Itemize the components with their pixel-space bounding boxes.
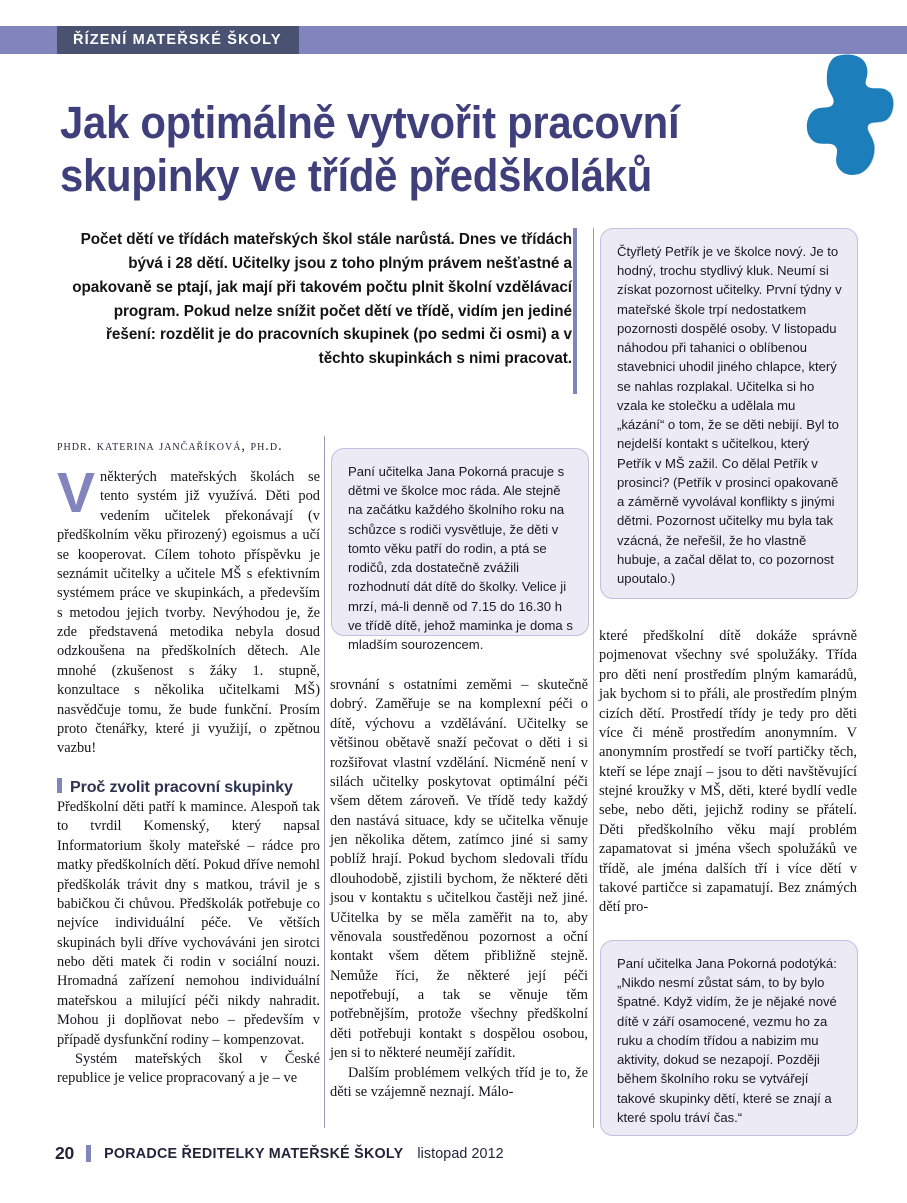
column-divider-right xyxy=(593,228,594,1128)
issue-date: listopad 2012 xyxy=(417,1145,504,1162)
headline-line-2: skupinky ve třídě předškoláků xyxy=(60,150,653,202)
body-column-middle xyxy=(330,676,588,1102)
headline-line-1: Jak optimálně vytvořit pracovní xyxy=(60,97,680,149)
lead-paragraph-wrap xyxy=(62,228,572,371)
footer-divider-icon xyxy=(86,1145,91,1162)
middle-paragraph-2: Dalším problémem velkých tříd je to, že děti se vzájemně neznají. Málo- xyxy=(330,1064,588,1100)
sidebar-quote-box-bottom-right: Paní učitelka Jana Pokorná podotýká: „Nikdo nesmí zůstat sám, to by bylo špatné. Když vidím, že je nějaké nové dítě v září osamocené, vezmu ho za ruku a chodím třídou a nabizim mu aktivity, dokud se nezapojí. Později během školního roku se vytvářejí takové skupinky dětí, které se znají a které spolu tráví čas.“ xyxy=(600,940,858,1136)
author-byline: phdr. katerina jančaříková, ph.d. xyxy=(57,438,283,454)
page-number: 20 xyxy=(55,1143,75,1163)
left-paragraph-2: Předškolní děti patří k mamince. Alespoň tak to tvrdil Komenský, který napsal Informatorium školy mateřské – rádce pro matky předškolních dětí. Pokud dříve nemohl předškolák trávit dny s matkou, trávil je s babičkou či chůvou. Předškolák potřebuje co nejvíce individuální péče. Ve větších skupinách byli dříve vychováváni jen sirotci nebo děti matek či rodin v sociální nouzi. Hromadná zařízení nemohou individuální mateřskou a milující péči nikdy nahradit. Mohou ji doplňovat nebo – především v případě dysfunkční rodiny – kompenzovat. xyxy=(57,799,320,1048)
sidebar-quote-box-top-right: Čtyřletý Petřík je ve školce nový. Je to hodný, trochu stydlivý kluk. Neumí si získat pozornost učitelky. První týdny v mateřské škole trpí nedostatkem pozornosti dospělé osoby. V listopadu náhodou při tahanici o oblíbenou stavebnici uhodil jiného chlapce, který se nahlas rozplakal. Učitelka si ho vzala ke stolečku a udělala mu „kázání“ o tom, že se děti nebijí. Byl to nejdelší kontakt s učitelkou, který Petřík v MŠ zažil. Co dělal Petřík v prosinci? (Petřík v prosinci opakovaně a záměrně vyvolával konflikty s jinými dětmi. Pozornost učitelky mu byla tak vzácná, že neřešil, že ho vlastně hubuje, a začal dělat to, co pozornost upoutalo.) xyxy=(600,228,858,599)
puzzle-piece-icon xyxy=(803,52,899,212)
body-column-left xyxy=(57,461,320,759)
left-paragraph-1 xyxy=(57,461,320,759)
left-paragraph-1-text: některých mateřských školách se tento systém již využívá. Děti pod vedením učitelek překonávají (v předškolním věku přirozený) egoismus a učí se kooperovat. Cílem tohoto příspěvku je seznámit učitelky a učitele MŠ s efektivním systémem práce ve skupinkách, a především s metodou jejich tvorby. Nevýhodou je, že zde představená metodika nebyla dosud odzkoušena na předškolních dětech. Ale mnohé (zkušenost s žáky 1. stupně, konzultace s několika učitelkami MŠ) nasvědčuje tomu, že bude funkční. Prosím proto čtenářky, které ji využijí, o zpětnou vazbu! xyxy=(57,469,320,757)
page-title xyxy=(60,96,795,202)
lead-paragraph: Počet dětí ve třídách mateřských škol stále narůstá. Dnes ve třídách bývá i 28 dětí. Učitelky jsou z toho plným právem nešťastné a opakovaně se ptají, jak mají při takovém počtu plnit školní vzdělávací program. Pokud nelze snížit počet dětí ve třídě, vidím jen jediné řešení: rozdělit je do pracovních skupinek (po sedmi či osmi) a v těchto skupinkách s nimi pracovat. xyxy=(72,231,572,368)
kicker-label-box xyxy=(57,26,299,54)
drop-cap: V xyxy=(57,461,96,525)
lead-accent-rule xyxy=(573,228,577,394)
sidebar-quote-box-middle: Paní učitelka Jana Pokorná pracuje s dětmi ve školce moc ráda. Ale stejně na začátku každého školního roku na schůzce s rodiči vysvětluje, že děti v tomto věku patří do rodin, a ptá se rodičů, zda dostatečně zvážili rozhodnutí dát dítě do školky. Velice ji mrzí, má-li denně od 7.15 do 16.30 h ve třídě dítě, jehož maminka je doma s mladším sourozencem. xyxy=(331,448,589,636)
kicker-text: ŘÍZENÍ MATEŘSKÉ ŠKOLY xyxy=(73,32,282,48)
body-column-left-continued xyxy=(57,798,320,1089)
body-column-right xyxy=(599,627,857,918)
page-footer xyxy=(55,1143,504,1164)
middle-paragraph-1: srovnání s ostatními zeměmi – skutečně dobrý. Zaměřuje se na komplexní péči o dítě, výchovu a vzdělávání. Učitelky se většinou obětavě snaží pečovat o děti i si rozšiřovat vlastní vzdělání. Nicméně není v silách učitelky poskytovat optimální péči všem dětem zároveň. Ve třídě tedy každý den nastává situace, kdy se učitelka věnuje jen několika dětem, zatímco jiné si samy poblíž hrají. Pokud bychom sledovali třídu dlouhodobě, zjistili bychom, že některé děti jsou v kontaktu s učitelkou častěji než jiné. Učitelka by se měla zaměřit na to, aby věnovala soustředěnou pozornost a oční kontakt všem dětem přibližně stejně. Nemůže říci, že některé její péči nepotřebují, a tak se věnuje těm potřebnějším, protože všechny předškolní děti potřebuji kontakt s dospělou osobou, jen si to některé neumějí zařídit. xyxy=(330,677,588,1062)
publication-title: PORADCE ŘEDITELKY MATEŘSKÉ ŠKOLY xyxy=(104,1145,404,1162)
section-heading-text: Proč zvolit pracovní skupinky xyxy=(70,778,293,796)
section-heading xyxy=(57,777,327,797)
right-paragraph-1: které předškolní dítě dokáže správně pojmenovat všechny své spolužáky. Třída pro děti není prostředím plným kamarádů, jak bychom si to přáli, ale prostředím plným cizích dětí. Prostředí třídy je tedy pro děti více či méně prostředím anonymním. V anonymním prostředí se tvoří partičky těch, kteří se lépe znají – jsou to děti navštěvující stejné kroužky v MŠ, děti, které bydlí vedle sebe, nebo děti, jejichž rodiny se přátelí. Děti předškolního věku mají problém zapamatovat si jména všech spolužáků ve třídě, ale jména dalších tří i více dětí v takové partičce si zapamatují. Bez známých dětí pro- xyxy=(599,628,857,916)
section-heading-marker-icon xyxy=(57,778,62,793)
left-paragraph-3: Systém mateřských škol v České republice je velice propracovaný a je – ve xyxy=(57,1050,320,1087)
